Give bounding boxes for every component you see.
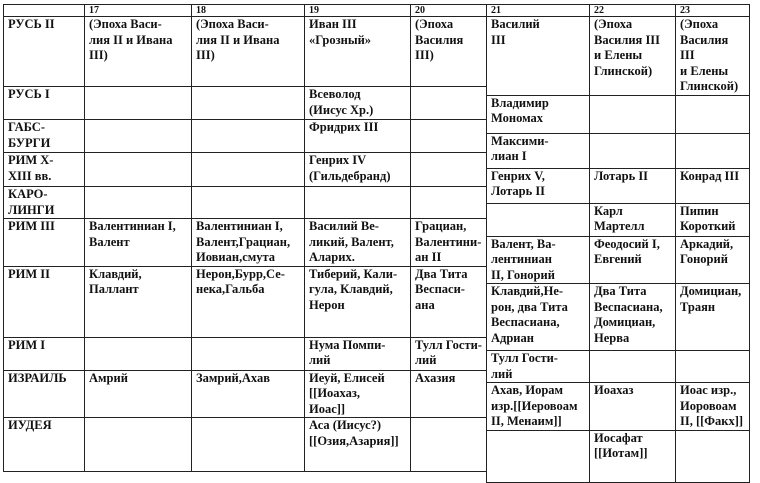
- table-cell-text: Карл Мартелл: [594, 203, 645, 233]
- table-cell: [192, 187, 305, 219]
- table-cell: [590, 284, 676, 351]
- column-header-text: 18: [196, 5, 206, 16]
- column-header-text: 17: [89, 5, 99, 16]
- column-header: [305, 5, 411, 17]
- table-cell-text: Конрад III: [680, 168, 740, 183]
- table-cell: [487, 430, 590, 482]
- table-cell: [411, 17, 487, 87]
- table-cell: [411, 337, 487, 370]
- table-row: [487, 284, 750, 351]
- table-row: [4, 187, 487, 219]
- table-cell: [487, 168, 590, 203]
- row-label-text: ГАБС- БУРГИ: [8, 120, 51, 150]
- table-cell: [192, 17, 305, 87]
- table-row: [4, 153, 487, 187]
- table-cell: [590, 351, 676, 383]
- row-label-text: РИМ II: [8, 266, 51, 281]
- table-row: [487, 168, 750, 203]
- table-row: [487, 430, 750, 482]
- table-cell: [487, 95, 590, 133]
- table-cell: [305, 187, 411, 219]
- table-row: [487, 236, 750, 284]
- table-row: [487, 383, 750, 431]
- row-label-text: РУСЬ I: [8, 87, 50, 101]
- table-cell: [192, 87, 305, 120]
- table-cell: [676, 168, 750, 203]
- table-row: [4, 337, 487, 370]
- table-cell: [85, 370, 192, 418]
- table-cell: [192, 337, 305, 370]
- table-cell: [411, 120, 487, 153]
- table-cell: [676, 133, 750, 168]
- row-label: [4, 187, 85, 219]
- table-cell: [676, 203, 750, 236]
- table-cell: [411, 187, 487, 219]
- row-label: [4, 87, 85, 120]
- table-cell-text: Тулл Гости- лий: [415, 337, 482, 367]
- table-cell-text: Амрий: [89, 370, 128, 385]
- table-cell-text: Два Тита Веспасиана, Домициан, Нерва: [594, 284, 663, 345]
- table-row: [487, 17, 750, 96]
- row-label-text: ИУДЕЯ: [8, 418, 52, 432]
- table-cell: [305, 370, 411, 418]
- table-cell: [676, 95, 750, 133]
- table-cell: [85, 87, 192, 120]
- table-cell: [305, 153, 411, 187]
- table-cell: [305, 418, 411, 472]
- table-cell: [590, 236, 676, 284]
- table-cell: [192, 219, 305, 267]
- table-cell: [676, 284, 750, 351]
- table-cell-text: Грациан, Валентини- ан II: [415, 219, 482, 264]
- table-cell: [192, 266, 305, 337]
- table-cell: [590, 383, 676, 431]
- table-cell-text: Нерон,Бурр,Се- нека,Гальба: [196, 266, 285, 296]
- table-cell: [487, 351, 590, 383]
- column-header: [487, 5, 590, 17]
- table-cell-text: Валент, Ва- лентиниан II, Гонорий: [491, 236, 556, 282]
- table-cell: [590, 133, 676, 168]
- row-label: [4, 337, 85, 370]
- table-row: [4, 120, 487, 153]
- row-label-text: РУСЬ II: [8, 17, 55, 31]
- table-cell: [85, 17, 192, 87]
- row-label-text: КАРО- ЛИНГИ: [8, 187, 55, 217]
- table-cell-text: Фридрих III: [309, 120, 379, 134]
- table-cell-text: Лотарь II: [594, 168, 649, 183]
- table-cell-text: (Эпоха Василия III): [415, 17, 464, 62]
- table-cell: [192, 153, 305, 187]
- table-row: [487, 95, 750, 133]
- table-cell: [192, 120, 305, 153]
- column-header: [676, 5, 750, 17]
- table-cell-text: Василий Ве- ликий, Валент, Аларих.: [309, 219, 394, 264]
- table-cell: [676, 236, 750, 284]
- table-cell: [85, 266, 192, 337]
- table-row: [4, 266, 487, 337]
- left-table: [3, 4, 487, 472]
- table-cell-text: Замрий,Ахав: [196, 370, 270, 385]
- row-label-text: РИМ X- XIII вв.: [8, 153, 54, 183]
- table-cell: [305, 120, 411, 153]
- table-cell: [590, 17, 676, 96]
- table-cell-text: (Эпоха Васи- лия II и Ивана III): [89, 17, 173, 62]
- table-row: [487, 133, 750, 168]
- table-cell-text: Валентиниан I, Валент: [89, 219, 176, 249]
- column-header-text: 20: [415, 5, 425, 16]
- table-cell: [411, 87, 487, 120]
- table-cell: [487, 203, 590, 236]
- table-cell-text: Всеволод (Иисус Хр.): [309, 87, 374, 117]
- row-label: [4, 370, 85, 418]
- table-cell-text: Нума Помпи- лий: [309, 337, 386, 367]
- column-header-text: 21: [491, 5, 501, 16]
- table-cell: [85, 337, 192, 370]
- column-header-text: 22: [594, 5, 604, 16]
- column-header-text: 23: [680, 5, 690, 16]
- column-header: [590, 5, 676, 17]
- table-cell: [411, 153, 487, 187]
- table-cell-text: Максими- лиан I: [491, 133, 549, 163]
- column-header: [411, 5, 487, 17]
- table-cell: [85, 187, 192, 219]
- table-cell: [411, 418, 487, 472]
- table-cell-text: (Эпоха Василия III и Елены Глинской): [680, 17, 739, 93]
- table-cell-text: Иоахаз: [594, 383, 634, 397]
- table-cell-text: Иоас изр., Иоровоам II, [[Факх]]: [680, 383, 744, 428]
- table-row: [487, 203, 750, 236]
- table-cell: [676, 383, 750, 431]
- table-cell: [676, 351, 750, 383]
- table-cell-text: Домициан, Траян: [680, 284, 742, 314]
- table-cell-text: Владимир Мономах: [491, 95, 549, 125]
- table-cell: [590, 430, 676, 482]
- row-label-text: РИМ III: [8, 219, 55, 233]
- table-cell: [487, 17, 590, 96]
- row-label-text: ИЗРАИЛЬ: [8, 370, 67, 385]
- row-label: [4, 17, 85, 87]
- row-label: [4, 219, 85, 267]
- table-cell: [305, 337, 411, 370]
- table-cell: [85, 418, 192, 472]
- table-cell-text: Клавдий,Не- рон, два Тита Веспасиана, Адриан: [491, 284, 568, 345]
- table-cell: [590, 168, 676, 203]
- table-cell: [305, 17, 411, 87]
- table-cell-text: Ахазия: [415, 370, 456, 385]
- table-cell-text: Ахав, Иорам изр.[[Иеровоам II, Менаим]]: [491, 383, 578, 428]
- column-header: [85, 5, 192, 17]
- row-label: [4, 418, 85, 472]
- row-label: [4, 266, 85, 337]
- table-cell-text: (Эпоха Василия III и Елены Глинской): [594, 17, 661, 78]
- table-cell-text: Феодосий I, Евгений: [594, 236, 660, 266]
- header-corner: [4, 5, 85, 17]
- table-cell: [411, 266, 487, 337]
- table-cell-text: Иеуй, Елисей [[Иоахаз, Иоас]]: [309, 370, 385, 416]
- table-cell: [305, 219, 411, 267]
- table-cell: [305, 266, 411, 337]
- table-cell: [590, 203, 676, 236]
- row-label: [4, 153, 85, 187]
- table-row: [4, 418, 487, 472]
- table-cell: [676, 430, 750, 482]
- table-cell: [676, 17, 750, 96]
- table-row: [4, 87, 487, 120]
- table-cell-text: Аркадий, Гонорий: [680, 236, 734, 266]
- table-cell-text: Валентиниан I, Валент,Грациан, Иовиан,смута: [196, 219, 291, 264]
- table-cell: [85, 120, 192, 153]
- table-cell: [487, 133, 590, 168]
- table-cell: [411, 219, 487, 267]
- row-label: [4, 120, 85, 153]
- table-cell-text: Тиберий, Кали- гула, Клавдий, Нерон: [309, 266, 398, 312]
- table-cell-text: Клавдий, Паллант: [89, 266, 142, 296]
- table-cell: [411, 370, 487, 418]
- table-cell: [305, 87, 411, 120]
- table-cell-text: (Эпоха Васи- лия II и Ивана III): [196, 17, 280, 62]
- column-header-text: 19: [309, 5, 319, 16]
- table-cell-text: Пипин Короткий: [680, 203, 736, 233]
- table-cell-text: Аса (Иисус?) [[Озия,Азария]]: [309, 418, 399, 448]
- table-cell: [192, 370, 305, 418]
- table-row: [4, 219, 487, 267]
- table-cell: [487, 236, 590, 284]
- table-row: [4, 370, 487, 418]
- table-row: [4, 17, 487, 87]
- table-cell-text: Два Тита Веспаси- ана: [415, 266, 468, 312]
- table-cell-text: Генрих IV (Гильдебранд): [309, 153, 391, 183]
- table-row: [487, 351, 750, 383]
- table-cell: [590, 95, 676, 133]
- table-cell: [487, 383, 590, 431]
- table-cell: [85, 219, 192, 267]
- table-cell-text: Тулл Гости- лий: [491, 351, 558, 381]
- table-cell: [85, 153, 192, 187]
- table-cell: [487, 284, 590, 351]
- row-label-text: РИМ I: [8, 337, 46, 352]
- table-cell: [192, 418, 305, 472]
- table-cell-text: Генрих V, Лотарь II: [491, 168, 546, 198]
- column-header: [192, 5, 305, 17]
- table-cell-text: Василий III: [491, 17, 540, 47]
- right-table: [486, 4, 750, 483]
- table-cell-text: Иосафат [[Иотам]]: [594, 430, 648, 460]
- table-cell-text: Иван III «Грозный»: [309, 17, 372, 47]
